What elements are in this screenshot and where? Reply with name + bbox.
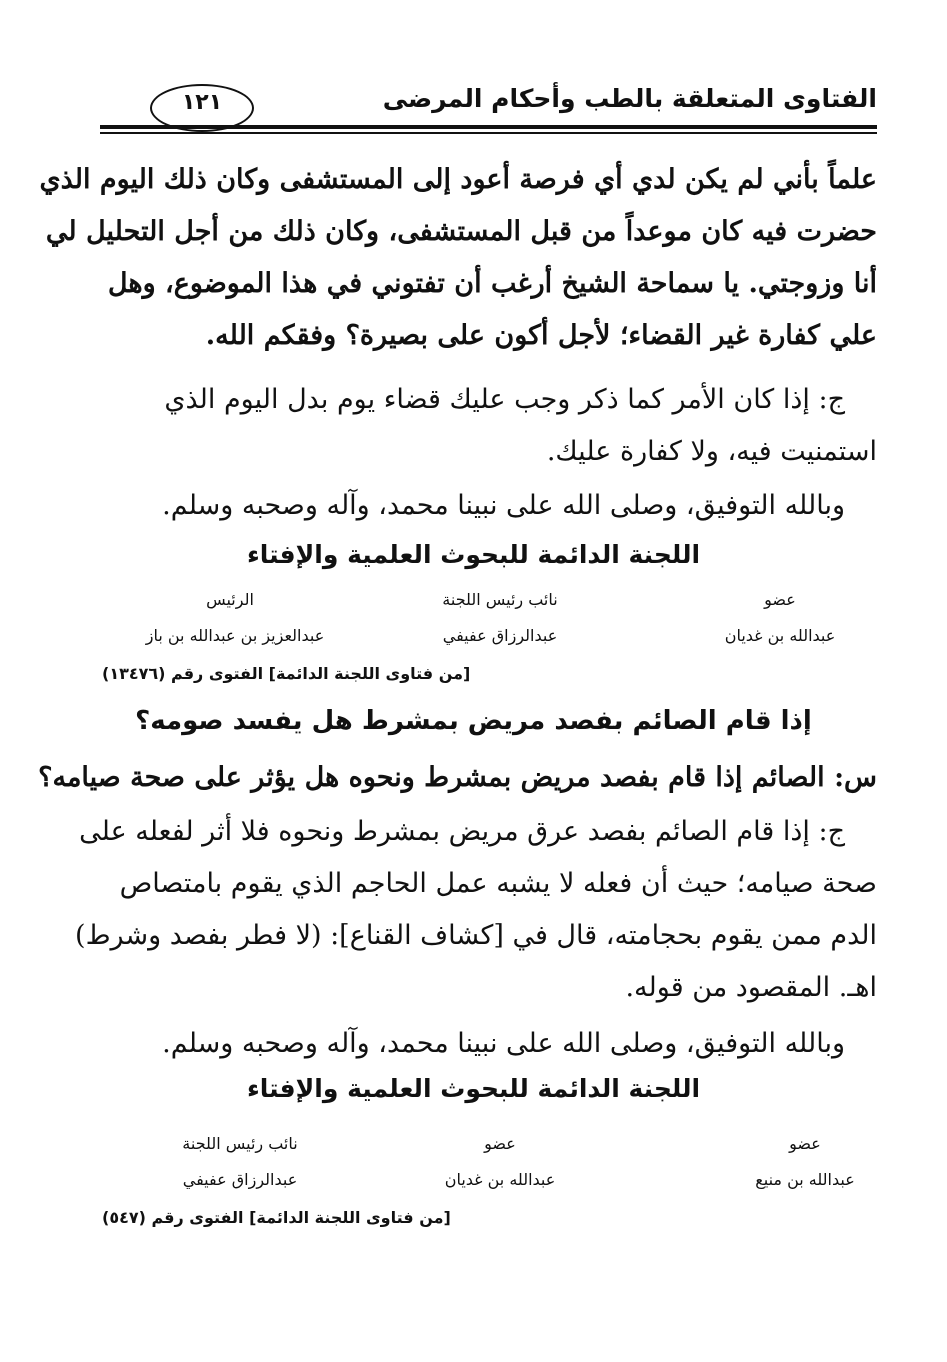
signature-role: نائب رئيس اللجنة xyxy=(182,1134,298,1153)
signature-name: عبدالله بن غديان xyxy=(444,1170,556,1189)
page-number: ١٢١ xyxy=(181,90,223,115)
question-line: س: الصائم إذا قام بفصد مريض بمشرط ونحوه هل يؤثر على صحة صيامه؟ xyxy=(38,762,877,793)
answer-line: الدم ممن يقوم بحجامته، قال في [كشاف القناع]: (لا فطر بفصد وشرط) xyxy=(75,920,877,951)
answer-line: ج: إذا قام الصائم بفصد عرق مريض بمشرط ونحوه فلا أثر لفعله على xyxy=(79,816,845,847)
answer-line: ج: إذا كان الأمر كما ذكر وجب عليك قضاء يوم بدل اليوم الذي xyxy=(164,384,845,415)
signature-role: الرئيس xyxy=(206,590,254,609)
signature-role: نائب رئيس اللجنة xyxy=(442,590,558,609)
question-line: علماً بأني لم يكن لدي أي فرصة أعود إلى المستشفى وكان ذلك اليوم الذي xyxy=(39,164,877,195)
signature-name: عبدالعزيز بن عبدالله بن باز xyxy=(145,626,325,645)
committee-title: اللجنة الدائمة للبحوث العلمية والإفتاء xyxy=(246,540,701,569)
signature-role: عضو xyxy=(484,1134,516,1153)
signature-name: عبدالرزاق عفيفي xyxy=(442,626,558,645)
fatwa-reference: [من فتاوى اللجنة الدائمة] الفتوى رقم (١٣٤٧٦) xyxy=(102,664,471,683)
answer-line: اهـ. المقصود من قوله. xyxy=(625,972,877,1003)
answer-line: صحة صيامه؛ حيث أن فعله لا يشبه عمل الحاجم الذي يقوم بامتصاص xyxy=(119,868,877,899)
signature-name: عبدالله بن غديان xyxy=(724,626,836,645)
section-heading: إذا قام الصائم بفصد مريض بمشرط هل يفسد صومه؟ xyxy=(135,706,812,736)
header-rule-thick xyxy=(100,125,877,129)
signature-name: عبدالله بن منيع xyxy=(755,1170,855,1189)
signature-role: عضو xyxy=(789,1134,821,1153)
closing-line: وبالله التوفيق، وصلى الله على نبينا محمد، وآله وصحبه وسلم. xyxy=(162,1028,845,1059)
header-rule-thin xyxy=(100,132,877,134)
question-line: علي كفارة غير القضاء؛ لأجل أكون على بصيرة؟ وفقكم الله. xyxy=(205,320,877,351)
closing-line: وبالله التوفيق، وصلى الله على نبينا محمد، وآله وصحبه وسلم. xyxy=(162,490,845,521)
signature-name: عبدالرزاق عفيفي xyxy=(182,1170,298,1189)
committee-title: اللجنة الدائمة للبحوث العلمية والإفتاء xyxy=(246,1074,701,1103)
question-line: حضرت فيه كان موعداً من قبل المستشفى، وكان ذلك من أجل التحليل لي xyxy=(45,216,877,247)
running-header-title: الفتاوى المتعلقة بالطب وأحكام المرضى xyxy=(382,84,877,113)
signature-role: عضو xyxy=(764,590,796,609)
question-line: أنا وزوجتي. يا سماحة الشيخ أرغب أن تفتوني في هذا الموضوع، وهل xyxy=(107,268,877,299)
answer-line: استمنيت فيه، ولا كفارة عليك. xyxy=(546,436,877,467)
fatwa-reference: [من فتاوى اللجنة الدائمة] الفتوى رقم (٥٤٧) xyxy=(102,1208,451,1227)
